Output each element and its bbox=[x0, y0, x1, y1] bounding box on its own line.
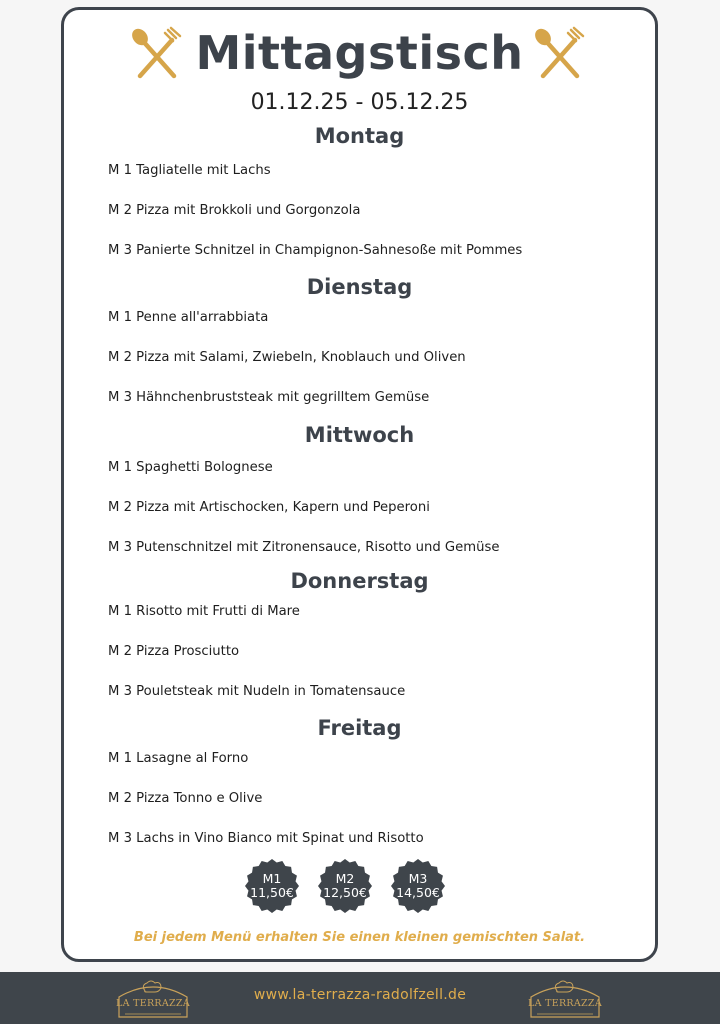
website-link[interactable]: www.la-terrazza-radolfzell.de bbox=[253, 987, 467, 1003]
badge-price: 14,50€ bbox=[396, 885, 440, 900]
page-title: Mittagstisch bbox=[195, 26, 524, 80]
day-heading-donnerstag: Donnerstag bbox=[290, 569, 429, 593]
menu-item: M 1 Penne all'arrabbiata bbox=[108, 310, 269, 325]
title-row bbox=[64, 20, 655, 90]
day-heading-dienstag: Dienstag bbox=[306, 275, 413, 299]
footer-bar bbox=[0, 972, 720, 1024]
price-badge-m2 bbox=[317, 858, 373, 914]
menu-item: M 3 Lachs in Vino Bianco mit Spinat und Risotto bbox=[108, 831, 424, 846]
price-badge-m1 bbox=[244, 858, 300, 914]
badge-price: 12,50€ bbox=[323, 885, 367, 900]
cutlery-icon bbox=[531, 26, 589, 84]
badge-code: M2 bbox=[335, 871, 355, 886]
menu-item: M 3 Putenschnitzel mit Zitronensauce, Risotto und Gemüse bbox=[108, 540, 500, 555]
menu-item: M 2 Pizza Prosciutto bbox=[108, 644, 240, 659]
logo-text: LA TERRAZZA bbox=[116, 998, 190, 1009]
badge-code: M1 bbox=[262, 871, 282, 886]
menu-item: M 1 Tagliatelle mit Lachs bbox=[108, 163, 271, 178]
date-range: 01.12.25 - 05.12.25 bbox=[250, 90, 469, 115]
day-heading-montag: Montag bbox=[314, 124, 405, 148]
salad-note: Bei jedem Menü erhalten Sie einen kleinen gemischten Salat. bbox=[133, 930, 586, 945]
menu-item: M 3 Pouletsteak mit Nudeln in Tomatensauce bbox=[108, 684, 406, 699]
menu-item: M 2 Pizza mit Artischocken, Kapern und Peperoni bbox=[108, 500, 430, 515]
menu-item: M 1 Risotto mit Frutti di Mare bbox=[108, 604, 300, 619]
menu-item: M 2 Pizza mit Brokkoli und Gorgonzola bbox=[108, 203, 361, 218]
day-heading-mittwoch: Mittwoch bbox=[304, 423, 415, 447]
day-heading-freitag: Freitag bbox=[317, 716, 402, 740]
menu-item: M 1 Spaghetti Bolognese bbox=[108, 460, 273, 475]
logo-text: LA TERRAZZA bbox=[528, 998, 602, 1009]
badge-code: M3 bbox=[408, 871, 428, 886]
menu-item: M 3 Hähnchenbruststeak mit gegrilltem Gemüse bbox=[108, 390, 430, 405]
menu-item: M 2 Pizza mit Salami, Zwiebeln, Knoblauch und Oliven bbox=[108, 350, 466, 365]
menu-item: M 2 Pizza Tonno e Olive bbox=[108, 791, 263, 806]
price-badge-m3 bbox=[390, 858, 446, 914]
restaurant-logo bbox=[525, 979, 605, 1021]
menu-item: M 1 Lasagne al Forno bbox=[108, 751, 249, 766]
menu-card bbox=[61, 7, 658, 962]
menu-item: M 3 Panierte Schnitzel in Champignon-Sahnesoße mit Pommes bbox=[108, 243, 523, 258]
badge-price: 11,50€ bbox=[250, 885, 294, 900]
